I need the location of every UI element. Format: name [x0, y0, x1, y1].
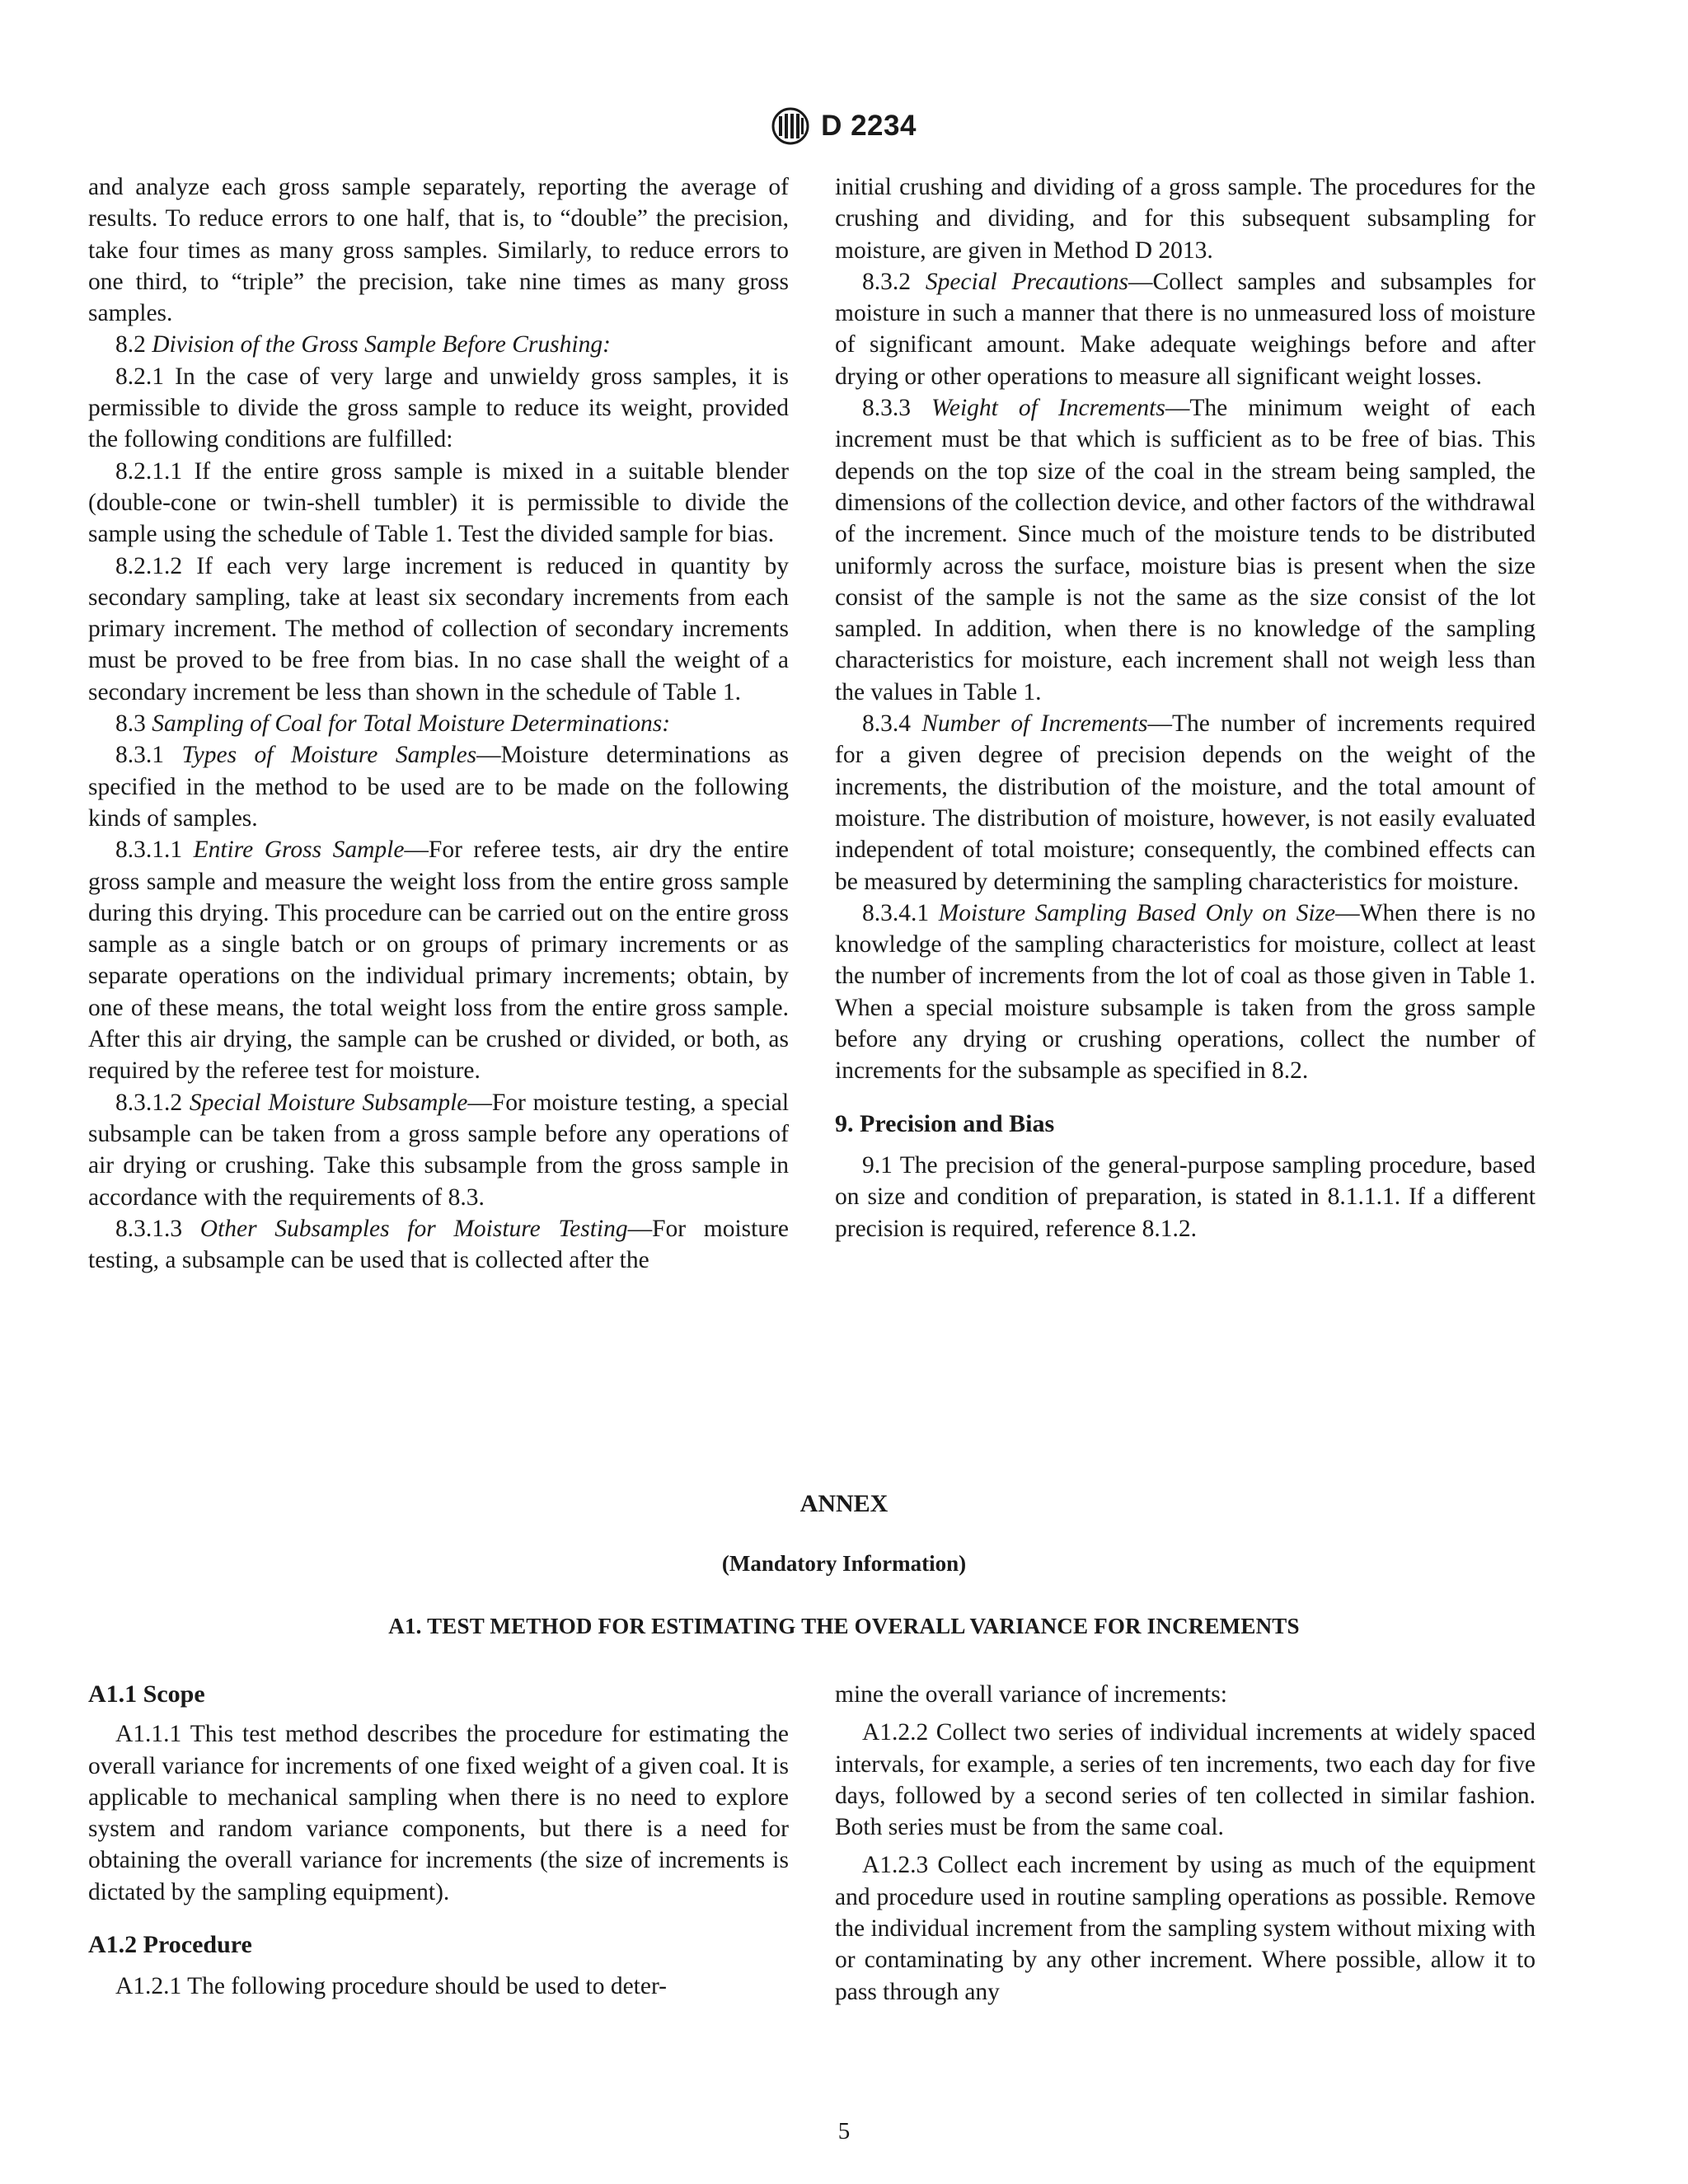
- section-a1-1-heading: A1.1 Scope: [88, 1680, 205, 1708]
- paragraph: and analyze each gross sample separately, reporting the average of results. To reduce errors to one half, that is, to “double” the precision, take four times as many gross samples. Similarly, to reduce errors to one third, to “triple” the precision, take nine times as many gross samples.: [88, 174, 789, 327]
- section-8-3-1-1: 8.3.1.1 Entire Gross Sample—For referee tests, air dry the entire gross sample and measure the weight loss from the entire gross sample during this drying. This procedure can be carried out on the entire gross sample as a single batch or on groups of primary increments or as separate operations on the individual primary increments; obtain, by one of these means, the total weight loss from the entire gross sample. After this air drying, the sample can be crushed or divided, or both, as required by the referee test for moisture.: [88, 837, 789, 1085]
- annex-title: ANNEX: [799, 1490, 889, 1517]
- annex-a1-title: A1. TEST METHOD FOR ESTIMATING THE OVERALL VARIANCE FOR INCREMENTS: [388, 1614, 1300, 1638]
- column-left-top: [88, 171, 789, 1276]
- page-header: [0, 107, 1688, 145]
- column-left-bottom: [88, 1679, 789, 2003]
- annex-subtitle: (Mandatory Information): [721, 1551, 967, 1576]
- section-8-3-4: 8.3.4 Number of Increments—The number of increments required for a given degree of precision depends on the weight of the increments, the distribution of the moisture, and the total amount of moisture. The distribution of moisture, however, is not easily evaluated independent of total moisture; consequently, the combined effects can be measured by determining the sampling characteristics for moisture.: [835, 710, 1536, 895]
- page-number: 5: [837, 2118, 851, 2144]
- section-8-2-1: 8.2.1 In the case of very large and unwieldy gross samples, it is permissible to divide the gross sample to reduce its weight, provided the following conditions are fulfilled:: [88, 363, 789, 453]
- section-8-3-heading: 8.3 Sampling of Coal for Total Moisture Determinations:: [115, 710, 671, 738]
- section-a1-2-3: A1.2.3 Collect each increment by using as much of the equipment and procedure used in routine sampling operations as possible. Remove the individual increment from the sampling system without mixing with or contaminating by any other increment. Where possible, allow it to pass through any: [835, 1852, 1536, 2005]
- section-8-3-3: 8.3.3 Weight of Increments—The minimum weight of each increment must be that which is sufficient as to be free of bias. This depends on the top size of the coal in the stream being sampled, the dimensions of the collection device, and other factors of the withdrawal of the increment. Since much of the moisture tends to be distributed uniformly across the surface, moisture bias is present when the size consist of the sample is not the same as the size consist of the lot sampled. In addition, when there is no knowledge of the sampling characteristics for moisture, each increment shall not weigh less than the values in Table 1.: [835, 395, 1536, 705]
- section-8-3-1-2: 8.3.1.2 Special Moisture Subsample—For moisture testing, a special subsample can be taken from a gross sample before any operations of air drying or crushing. Take this subsample from the gross sample in accordance with the requirements of 8.3.: [88, 1089, 790, 1211]
- section-a1-2-heading: A1.2 Procedure: [88, 1931, 252, 1959]
- column-right-bottom: [835, 1679, 1536, 2008]
- section-8-2-heading: 8.2 Division of the Gross Sample Before Crushing:: [115, 331, 611, 359]
- section-8-2-1-1: 8.2.1.1 If the entire gross sample is mixed in a suitable blender (double-cone or twin-shell tumbler) it is permissible to divide the sample using the schedule of Table 1. Test the divided sample for bias.: [88, 457, 789, 548]
- column-right-top: [835, 171, 1536, 1244]
- astm-logo-icon: [771, 107, 809, 145]
- section-a1-1-1: A1.1.1 This test method describes the procedure for estimating the overall variance for increments of one fixed weight of a given coal. It is applicable to mechanical sampling when there is no need to explore system and random variance components, but there is a need for obtaining the overall variance for increments (the size of increments is dictated by the sampling equipment).: [88, 1721, 789, 1905]
- section-9-1: 9.1 The precision of the general-purpose sampling procedure, based on size and condition of preparation, is stated in 8.1.1.1. If a different precision is required, reference 8.1.2.: [835, 1151, 1536, 1242]
- section-a1-2-2: A1.2.2 Collect two series of individual increments at widely spaced intervals, for example, a series of ten increments, two each day for five days, followed by a second series of ten collected in similar fashion. Both series must be from the same coal.: [835, 1719, 1536, 1841]
- section-a1-2-1: A1.2.1 The following procedure should be used to deter-: [115, 1973, 668, 2000]
- document-id: D 2234: [821, 110, 917, 142]
- paragraph: mine the overall variance of increments:: [835, 1681, 1227, 1708]
- paragraph: initial crushing and dividing of a gross sample. The procedures for the crushing and dividing, and for this subsequent subsampling for moisture, are given in Method D 2013.: [835, 174, 1536, 264]
- section-8-3-1-3: 8.3.1.3 Other Subsamples for Moisture Testing—For moisture testing, a subsample can be used that is collected after the: [88, 1215, 789, 1274]
- section-8-2-1-2: 8.2.1.2 If each very large increment is reduced in quantity by secondary sampling, take at least six secondary increments from each primary increment. The method of collection of secondary increments must be proved to be free from bias. In no case shall the weight of a secondary increment be less than shown in the schedule of Table 1.: [88, 552, 789, 705]
- section-8-3-4-1: 8.3.4.1 Moisture Sampling Based Only on Size—When there is no knowledge of the sampling characteristics for moisture, collect at least the number of increments from the lot of coal as those given in Table 1. When a special moisture subsample is taken from the gross sample before any drying or crushing operations, collect the number of increments for the subsample as specified in 8.2.: [835, 899, 1536, 1085]
- section-8-3-1: 8.3.1 Types of Moisture Samples—Moisture determinations as specified in the method to be used are to be made on the following kinds of samples.: [88, 742, 789, 832]
- section-8-3-2: 8.3.2 Special Precautions—Collect samples and subsamples for moisture in such a manner that there is no unmeasured loss of moisture of significant amount. Make adequate weighings before and after drying or other operations to measure all significant weight losses.: [835, 268, 1536, 390]
- section-9-heading: 9. Precision and Bias: [835, 1109, 1055, 1137]
